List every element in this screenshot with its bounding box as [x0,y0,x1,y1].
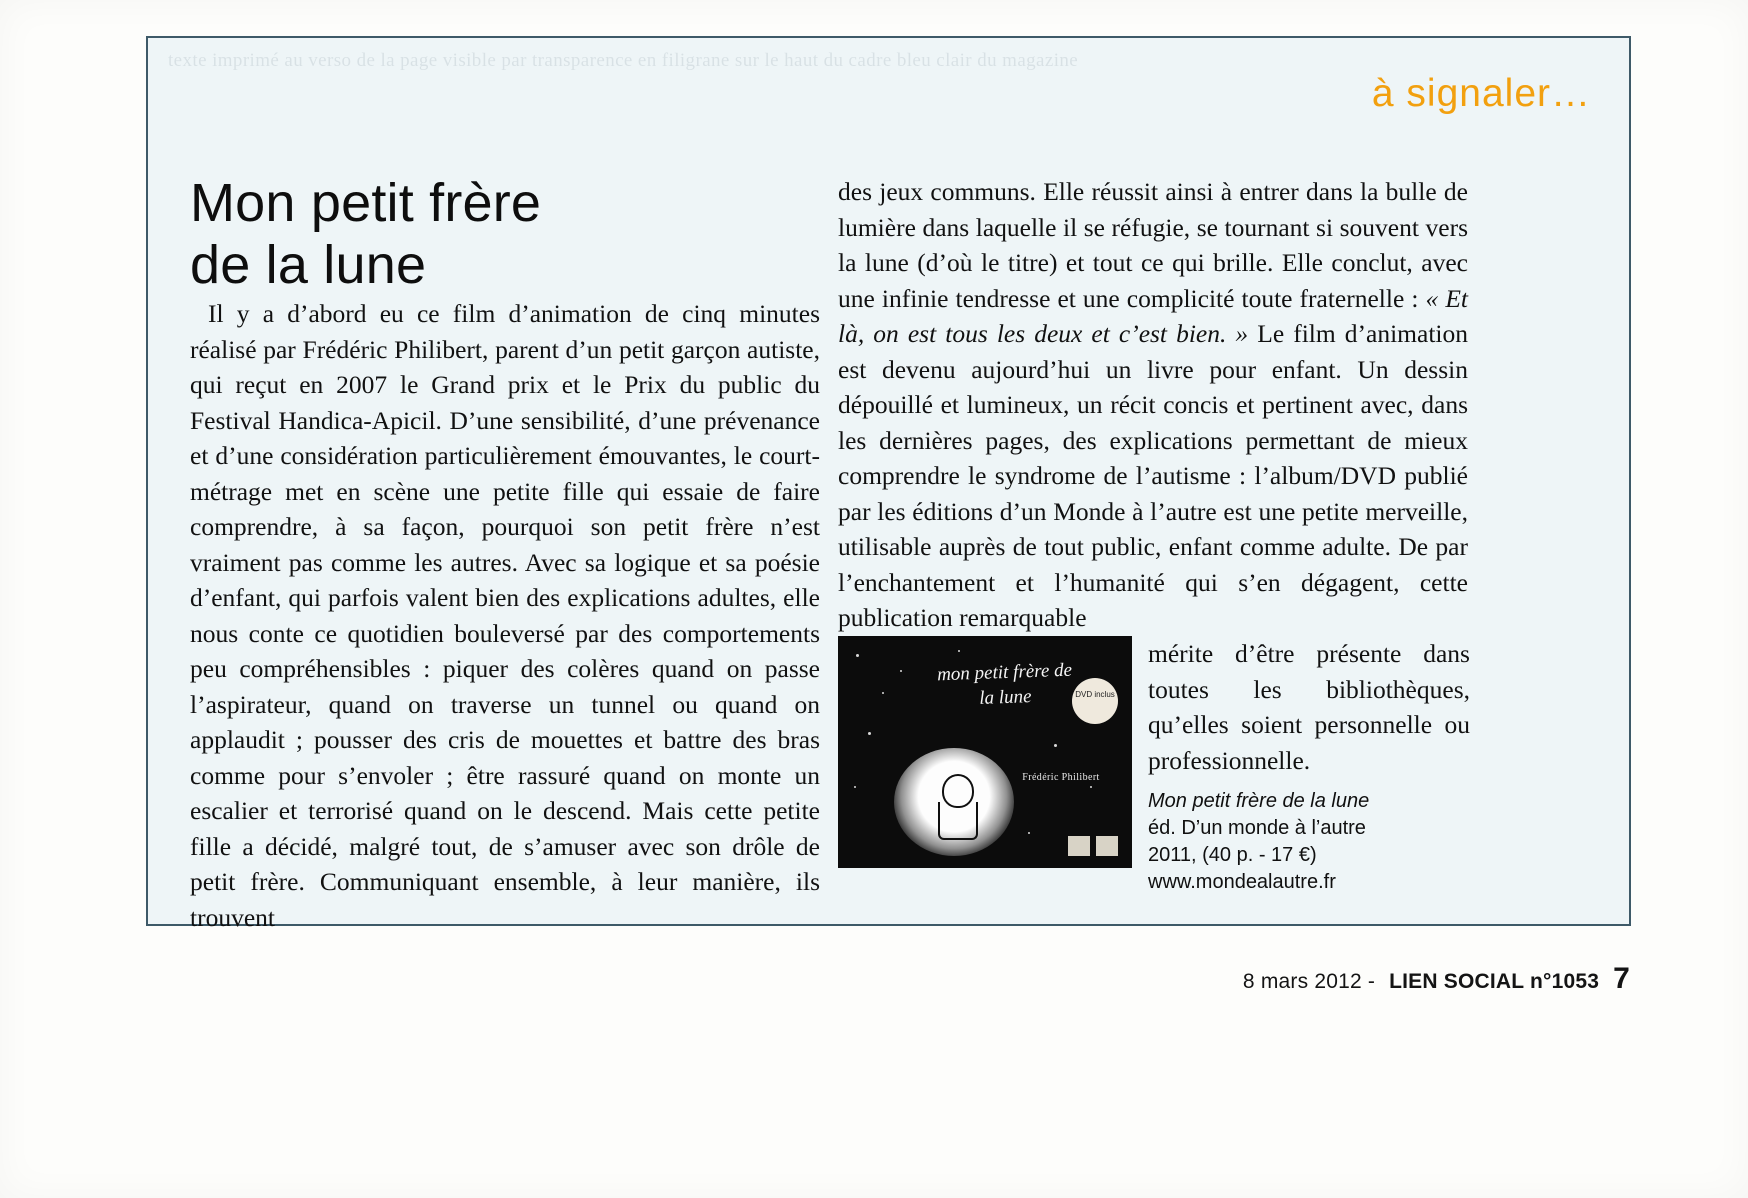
footer-page-number: 7 [1613,962,1630,995]
article-body-right [838,174,1468,636]
publisher-logo-icon-1 [1068,836,1090,856]
article-wrap-text [1148,636,1470,778]
cover-dvd-badge: DVD inclus [1072,678,1118,724]
article-column-left [190,296,820,935]
child-figure-body-icon [938,802,978,840]
page-footer [1243,962,1630,996]
article-right-quote: « Et là, on est tous les deux et c’est bien. » [838,283,1468,348]
article-right-part1: des jeux communs. Elle réussit ainsi à entrer dans la bulle de lumière dans laquelle il se réfugie, se tournant si souvent vers la lune (d’où le titre) et tout ce qui brille. Elle conclut, avec une infinie tendresse et une complicité toute fraternelle : [838,177,1468,313]
headline-line-2: de la lune [190,235,427,296]
caption-website[interactable]: www.mondealautre.fr [1148,871,1336,893]
article-column-right [838,174,1468,636]
article-body-left: Il y a d’abord eu ce film d’animation de cinq minutes réalisé par Frédéric Philibert, parent d’un petit garçon autiste, qui reçut en 2007 le Grand prix et le Prix du public du Festival Handica-Apicil. D’une sensibilité, d’une prévenance et d’une considération particulièrement émouvantes, le court-métrage met en scène une petite fille qui essaie de faire comprendre, à sa façon, pourquoi son petit frère n’est vraiment pas comme les autres. Avec sa logique et sa poésie d’enfant, qui parfois valent bien des explications adultes, elle nous conte ce quotidien bouleversé par des comportements peu compréhensibles : piquer des colères quand on passe l’aspirateur, quand on traverse un tunnel ou quand on applaudit ; pousser des cris de mouettes et battre des bras comme pour s’envoler ; être rassuré quand on monte un escalier et terrorisé quand on le descend. Mais cette petite fille a décidé, malgré tout, de s’amuser avec son drôle de petit frère. Communiquant ensemble, à leur manière, ils trouvent [190,299,820,932]
article-panel [146,36,1631,932]
footer-date: 8 mars 2012 - [1242,970,1376,993]
cover-author-text: Frédéric Philibert [1022,772,1100,783]
caption-year-price: 2011, (40 p. - 17 €) [1148,844,1317,866]
article-right-part2: Le film d’animation est devenu aujourd’hui un livre pour enfant. Un dessin dépouillé et lumineux, un récit concis et pertinent avec, dans les dernières pages, des explications permettant de mieux comprendre le syndrome de l’autisme : l’album/DVD publié par les éditions d’un Monde à l’autre est une petite merveille, utilisable auprès de tout public, enfant comme adulte. De par l’enchantement et l’humanité qui s’en dégagent, cette publication remarquable [838,319,1468,632]
book-cover-image [838,636,1132,868]
verso-showthrough-text: texte imprimé au verso de la page visible par transparence en filigrane sur le haut du cadre bleu clair du magazine [168,50,1079,71]
cover-title-text: mon petit frère de la lune [936,659,1073,709]
publisher-logo-icon-2 [1096,836,1118,856]
article-body-wrap: mérite d’être présente dans toutes les bibliothèques, qu’elles soient personnelle ou professionnelle. [1148,639,1470,775]
book-caption [1148,788,1478,896]
footer-issue: LIEN SOCIAL n°1053 [1389,970,1600,993]
section-rubric: à signaler… [1371,72,1591,115]
page-title [190,172,830,296]
caption-publisher: éd. D’un monde à l’autre [1148,817,1366,839]
publisher-logos [1068,836,1118,856]
headline-line-1: Mon petit frère [190,173,542,234]
caption-title: Mon petit frère de la lune [1148,790,1370,812]
